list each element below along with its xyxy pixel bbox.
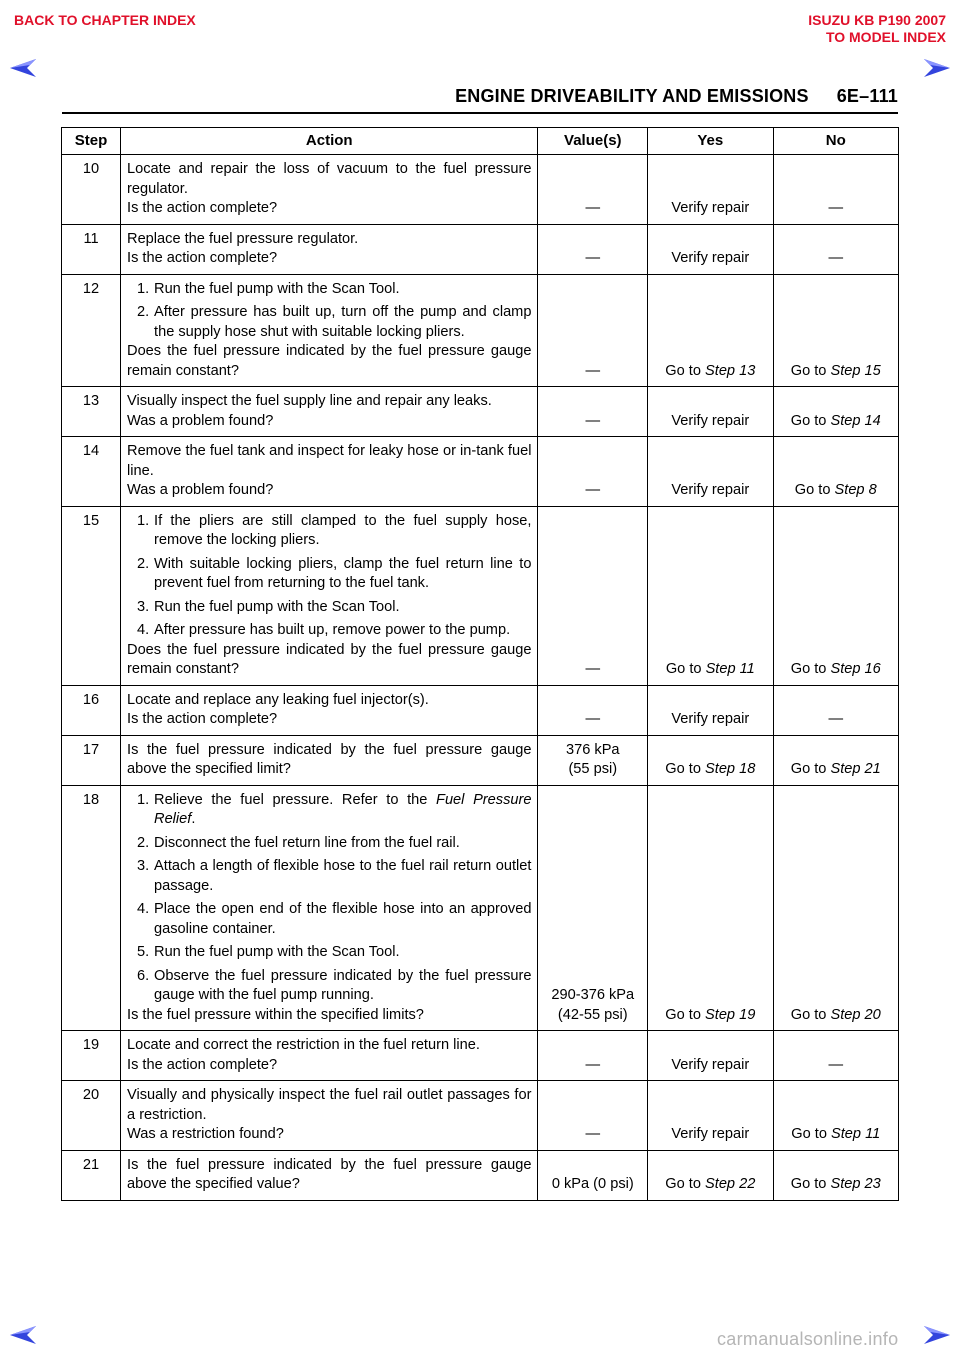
table-row bbox=[62, 387, 899, 437]
action-cell bbox=[121, 735, 538, 785]
substep-text: Run the fuel pump with the Scan Tool. bbox=[154, 598, 400, 615]
action-cell bbox=[121, 685, 538, 735]
yes-result: Verify repair bbox=[671, 711, 750, 727]
substep-number: 4. bbox=[137, 622, 150, 638]
table-row bbox=[62, 274, 899, 387]
action-cell bbox=[121, 274, 538, 387]
spec-value: (55 psi) bbox=[568, 761, 618, 777]
substep-number: 2. bbox=[137, 304, 150, 320]
action-question: Was a problem found? bbox=[127, 412, 274, 429]
no-step-reference[interactable]: Step 14 bbox=[830, 412, 881, 429]
substep-item bbox=[127, 834, 531, 854]
no-cell bbox=[773, 274, 898, 387]
action-cell bbox=[121, 1150, 538, 1200]
step-number: 19 bbox=[62, 1031, 121, 1081]
yes-result: Verify repair bbox=[671, 200, 750, 216]
spec-value: 376 kPa bbox=[566, 741, 620, 758]
value-cell bbox=[538, 785, 648, 1031]
action-cell bbox=[121, 1031, 538, 1081]
model-index-block bbox=[808, 12, 946, 46]
spec-value: 290-376 kPa bbox=[551, 987, 635, 1003]
table-header-row bbox=[62, 128, 899, 155]
prev-page-arrow-icon[interactable] bbox=[8, 57, 38, 79]
table-row bbox=[62, 224, 899, 274]
spec-value: 0 kPa (0 psi) bbox=[551, 1176, 634, 1192]
no-result: — bbox=[828, 1056, 844, 1073]
no-step-reference[interactable]: Step 15 bbox=[830, 362, 881, 379]
action-text: Locate and replace any leaking fuel injector(s). bbox=[127, 691, 429, 708]
yes-step-reference[interactable]: Step 11 bbox=[705, 661, 755, 677]
spec-value: — bbox=[585, 482, 601, 498]
step-number: 15 bbox=[62, 506, 121, 685]
value-cell bbox=[538, 735, 648, 785]
no-cell bbox=[773, 785, 898, 1031]
substep-number: 3. bbox=[137, 858, 150, 874]
back-to-chapter-index-link[interactable]: BACK TO CHAPTER INDEX bbox=[14, 12, 196, 28]
no-prefix: Go to bbox=[790, 661, 831, 677]
no-step-reference[interactable]: Step 21 bbox=[830, 761, 881, 777]
action-question: Is the action complete? bbox=[127, 711, 278, 727]
yes-step-reference[interactable]: Step 19 bbox=[705, 1006, 756, 1023]
table-row bbox=[62, 506, 899, 685]
action-text: Remove the fuel tank and inspect for leaky hose or in-tank fuel line. bbox=[127, 443, 532, 479]
substep-text: After pressure has built up, remove power to the pump. bbox=[154, 622, 511, 638]
substep-item bbox=[127, 621, 531, 641]
section-title: ENGINE DRIVEABILITY AND EMISSIONS bbox=[455, 86, 809, 106]
spec-value: — bbox=[585, 250, 601, 266]
action-cell bbox=[121, 387, 538, 437]
column-header-no: No bbox=[773, 128, 898, 155]
yes-step-reference[interactable]: Step 13 bbox=[705, 362, 756, 379]
no-step-reference[interactable]: Step 11 bbox=[831, 1126, 881, 1142]
prev-page-arrow-icon[interactable] bbox=[8, 1324, 38, 1346]
action-question: Was a restriction found? bbox=[127, 1126, 284, 1142]
action-text: Visually inspect the fuel supply line and repair any leaks. bbox=[127, 393, 492, 409]
action-question: Is the fuel pressure indicated by the fuel pressure gauge above the specified limit? bbox=[127, 741, 532, 777]
step-number: 16 bbox=[62, 685, 121, 735]
action-question: Is the action complete? bbox=[127, 200, 278, 216]
step-number: 13 bbox=[62, 387, 121, 437]
action-text: Replace the fuel pressure regulator. bbox=[127, 230, 359, 247]
yes-cell bbox=[648, 685, 773, 735]
substep-item bbox=[127, 555, 531, 594]
no-cell bbox=[773, 224, 898, 274]
no-prefix: Go to bbox=[790, 1006, 831, 1023]
yes-cell bbox=[648, 224, 773, 274]
table-row bbox=[62, 1031, 899, 1081]
no-prefix: Go to bbox=[790, 1176, 831, 1192]
spec-value: — bbox=[585, 661, 601, 677]
model-name: ISUZU KB P190 2007 bbox=[808, 12, 946, 28]
watermark-text: carmanualsonline.info bbox=[717, 1329, 899, 1349]
step-number: 18 bbox=[62, 785, 121, 1031]
spec-value: — bbox=[585, 200, 601, 216]
spec-value: — bbox=[585, 1056, 601, 1073]
no-cell bbox=[773, 1150, 898, 1200]
substep-item bbox=[127, 280, 531, 300]
table-row bbox=[62, 685, 899, 735]
substep-item bbox=[127, 512, 531, 551]
yes-prefix: Go to bbox=[665, 1006, 706, 1023]
step-number: 10 bbox=[62, 155, 121, 225]
yes-step-reference[interactable]: Step 22 bbox=[705, 1176, 756, 1192]
substep-text: Run the fuel pump with the Scan Tool. bbox=[154, 944, 400, 960]
substep-list bbox=[127, 512, 531, 641]
yes-cell bbox=[648, 506, 773, 685]
substep-list bbox=[127, 280, 531, 343]
substep-number: 2. bbox=[137, 834, 150, 851]
no-cell bbox=[773, 506, 898, 685]
substep-text: Run the fuel pump with the Scan Tool. bbox=[154, 280, 400, 297]
yes-cell bbox=[648, 1031, 773, 1081]
table-row bbox=[62, 1150, 899, 1200]
spec-value: — bbox=[585, 711, 601, 727]
substep-text: Place the open end of the flexible hose into an approved gasoline container. bbox=[154, 901, 532, 937]
value-cell bbox=[538, 506, 648, 685]
yes-cell bbox=[648, 735, 773, 785]
action-cell bbox=[121, 224, 538, 274]
table-row bbox=[62, 437, 899, 507]
step-number: 12 bbox=[62, 274, 121, 387]
yes-result: Verify repair bbox=[671, 250, 750, 266]
substep-item bbox=[127, 900, 531, 939]
substep-reference[interactable]: Fuel Pressure Relief bbox=[154, 791, 532, 827]
action-question: Was a problem found? bbox=[127, 482, 274, 498]
yes-prefix: Go to bbox=[665, 1176, 706, 1192]
value-cell bbox=[538, 1031, 648, 1081]
substep-number: 6. bbox=[137, 967, 150, 984]
no-prefix: Go to bbox=[790, 412, 831, 429]
yes-prefix: Go to bbox=[665, 661, 706, 677]
substep-item bbox=[127, 857, 531, 896]
yes-cell bbox=[648, 387, 773, 437]
action-question: Is the action complete? bbox=[127, 250, 278, 266]
yes-prefix: Go to bbox=[665, 362, 706, 379]
table-row bbox=[62, 155, 899, 225]
no-cell bbox=[773, 1081, 898, 1151]
substep-number: 1. bbox=[137, 791, 150, 808]
substep-text: With suitable locking pliers, clamp the fuel return line to prevent fuel from returning to the fuel tank. bbox=[154, 555, 532, 591]
substep-number: 2. bbox=[137, 555, 150, 572]
substep-text: Disconnect the fuel return line from the fuel rail. bbox=[154, 834, 460, 851]
column-header-yes: Yes bbox=[648, 128, 773, 155]
no-cell bbox=[773, 155, 898, 225]
substep-item bbox=[127, 303, 531, 342]
substep-list bbox=[127, 791, 531, 1006]
no-prefix: Go to bbox=[790, 362, 831, 379]
substep-number: 1. bbox=[137, 280, 150, 297]
no-result: — bbox=[828, 711, 844, 727]
to-model-index-link[interactable]: TO MODEL INDEX bbox=[825, 29, 946, 45]
step-number: 20 bbox=[62, 1081, 121, 1151]
yes-cell bbox=[648, 437, 773, 507]
substep-item bbox=[127, 943, 531, 963]
value-cell bbox=[538, 1081, 648, 1151]
substep-number: 3. bbox=[137, 598, 150, 615]
yes-cell bbox=[648, 274, 773, 387]
no-cell bbox=[773, 387, 898, 437]
step-number: 11 bbox=[62, 224, 121, 274]
action-cell bbox=[121, 1081, 538, 1151]
no-cell bbox=[773, 735, 898, 785]
action-cell bbox=[121, 506, 538, 685]
action-cell bbox=[121, 155, 538, 225]
next-page-arrow-icon[interactable] bbox=[922, 57, 952, 79]
yes-result: Verify repair bbox=[671, 1056, 750, 1073]
spec-value: — bbox=[585, 1126, 601, 1142]
next-page-arrow-icon[interactable] bbox=[922, 1324, 952, 1346]
value-cell bbox=[538, 224, 648, 274]
step-number: 17 bbox=[62, 735, 121, 785]
substep-text: Attach a length of flexible hose to the fuel rail return outlet passage. bbox=[154, 858, 532, 894]
yes-result: Verify repair bbox=[671, 1126, 750, 1142]
page-header bbox=[62, 86, 898, 114]
no-result: — bbox=[828, 200, 844, 216]
table-row bbox=[62, 1081, 899, 1151]
no-prefix: Go to bbox=[790, 761, 831, 777]
action-text: Visually and physically inspect the fuel rail outlet passages for a restriction. bbox=[127, 1087, 532, 1123]
column-header-action: Action bbox=[121, 128, 538, 155]
no-cell bbox=[773, 685, 898, 735]
step-number: 14 bbox=[62, 437, 121, 507]
table-row bbox=[62, 735, 899, 785]
substep-text: Relieve the fuel pressure. Refer to the bbox=[154, 791, 437, 808]
substep-text: Observe the fuel pressure indicated by the fuel pressure gauge with the fuel pump running. bbox=[154, 967, 532, 1003]
action-question: Is the action complete? bbox=[127, 1056, 278, 1073]
no-step-reference[interactable]: Step 8 bbox=[834, 482, 877, 498]
diagnostic-step-table bbox=[61, 127, 899, 1201]
action-text: Locate and correct the restriction in the fuel return line. bbox=[127, 1037, 480, 1053]
yes-cell bbox=[648, 1150, 773, 1200]
substep-item bbox=[127, 791, 531, 830]
action-question: Is the fuel pressure indicated by the fuel pressure gauge above the specified value? bbox=[127, 1156, 532, 1192]
yes-result: Verify repair bbox=[671, 412, 750, 429]
action-question: Is the fuel pressure within the specified limits? bbox=[127, 1006, 424, 1023]
no-prefix: Go to bbox=[791, 1126, 832, 1142]
no-step-reference[interactable]: Step 16 bbox=[830, 661, 881, 677]
action-question: Does the fuel pressure indicated by the fuel pressure gauge remain constant? bbox=[127, 343, 532, 379]
yes-cell bbox=[648, 1081, 773, 1151]
table-body bbox=[62, 155, 899, 1201]
substep-number: 5. bbox=[137, 944, 150, 960]
no-cell bbox=[773, 1031, 898, 1081]
no-result: — bbox=[828, 250, 844, 266]
yes-cell bbox=[648, 155, 773, 225]
value-cell bbox=[538, 155, 648, 225]
page-title bbox=[455, 86, 898, 107]
action-question: Does the fuel pressure indicated by the fuel pressure gauge remain constant? bbox=[127, 641, 532, 677]
no-step-reference[interactable]: Step 23 bbox=[830, 1176, 881, 1192]
column-header-step: Step bbox=[62, 128, 121, 155]
no-prefix: Go to bbox=[794, 482, 835, 498]
table-row bbox=[62, 785, 899, 1031]
spec-value: (42-55 psi) bbox=[557, 1006, 628, 1023]
substep-item bbox=[127, 598, 531, 618]
action-cell bbox=[121, 785, 538, 1031]
page-number: 6E–111 bbox=[836, 86, 898, 106]
yes-result: Verify repair bbox=[671, 482, 750, 498]
substep-text: If the pliers are still clamped to the fuel supply hose, remove the locking pliers. bbox=[154, 512, 532, 548]
substep-item bbox=[127, 967, 531, 1006]
action-text: Locate and repair the loss of vacuum to the fuel pressure regulator. bbox=[127, 161, 532, 197]
yes-step-reference[interactable]: Step 18 bbox=[705, 761, 756, 777]
column-header-values: Value(s) bbox=[538, 128, 648, 155]
value-cell bbox=[538, 274, 648, 387]
value-cell bbox=[538, 1150, 648, 1200]
no-step-reference[interactable]: Step 20 bbox=[830, 1006, 881, 1023]
value-cell bbox=[538, 685, 648, 735]
substep-text: After pressure has built up, turn off the pump and clamp the supply hose shut with suitable locking pliers. bbox=[154, 304, 532, 340]
substep-number: 4. bbox=[137, 901, 150, 917]
spec-value: — bbox=[585, 412, 601, 429]
substep-text-end: . bbox=[191, 811, 196, 827]
substep-number: 1. bbox=[137, 512, 150, 529]
value-cell bbox=[538, 387, 648, 437]
action-cell bbox=[121, 437, 538, 507]
step-number: 21 bbox=[62, 1150, 121, 1200]
yes-prefix: Go to bbox=[665, 761, 706, 777]
no-cell bbox=[773, 437, 898, 507]
spec-value: — bbox=[585, 362, 601, 379]
value-cell bbox=[538, 437, 648, 507]
yes-cell bbox=[648, 785, 773, 1031]
